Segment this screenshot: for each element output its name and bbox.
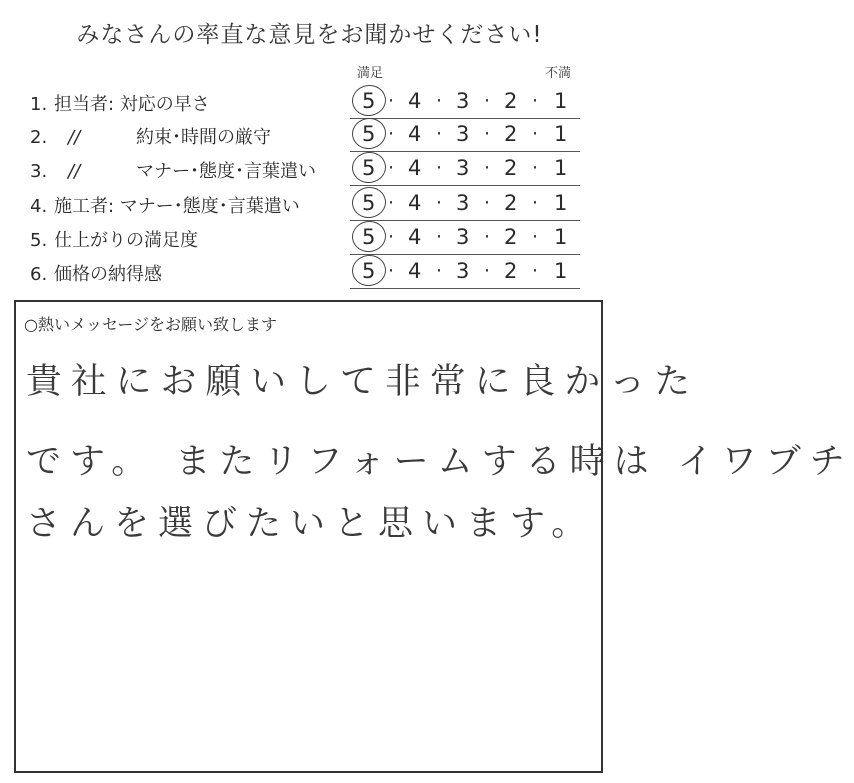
rating-option-2[interactable]: 2 — [504, 89, 518, 113]
question-row-5 — [0, 222, 619, 256]
rating-option-2[interactable]: 2 — [504, 156, 518, 180]
rating-separator: · — [436, 157, 443, 179]
rating-separator: · — [484, 260, 491, 282]
rating-separator: · — [532, 90, 539, 112]
rating-option-5[interactable]: 5 — [362, 156, 376, 180]
rating-option-1[interactable]: 1 — [554, 89, 568, 113]
rating-separator: · — [532, 226, 539, 248]
handwritten-line-3: さんを選びたいと思います。 — [26, 504, 596, 544]
rating-option-4[interactable]: 4 — [408, 156, 422, 180]
ditto-mark: // — [68, 127, 81, 148]
question-number: 2. — [30, 127, 48, 148]
rating-separator: · — [388, 157, 395, 179]
rating-separator: · — [532, 260, 539, 282]
rating-separator: · — [532, 123, 539, 145]
message-box[interactable] — [14, 300, 854, 773]
rating-option-4[interactable]: 4 — [408, 89, 422, 113]
rating-option-3[interactable]: 3 — [456, 122, 470, 146]
rating-separator: · — [436, 260, 443, 282]
question-number: 3. — [30, 161, 48, 182]
rating-option-2[interactable]: 2 — [504, 225, 518, 249]
question-row-1 — [0, 86, 619, 120]
rating-separator: · — [388, 90, 395, 112]
rating-separator: · — [532, 157, 539, 179]
rating-option-1[interactable]: 1 — [554, 191, 568, 215]
rating-separator: · — [436, 90, 443, 112]
survey-title: みなさんの率直な意見をお聞かせください! — [76, 22, 543, 48]
rating-separator: · — [436, 123, 443, 145]
rating-scale — [350, 222, 580, 255]
question-number: 6. — [30, 264, 48, 285]
rating-option-3[interactable]: 3 — [456, 156, 470, 180]
question-row-3 — [0, 153, 619, 187]
handwritten-line-2: です。 またリフォームする時は イワブチ — [26, 442, 854, 482]
rating-option-1[interactable]: 1 — [554, 225, 568, 249]
rating-separator: · — [484, 192, 491, 214]
question-label — [30, 90, 210, 116]
rating-scale — [350, 188, 580, 221]
question-label — [30, 192, 300, 218]
rating-option-2[interactable]: 2 — [504, 122, 518, 146]
question-row-6 — [0, 256, 619, 290]
question-text: 施工者: マナー･態度･言葉遣い — [54, 196, 300, 217]
rating-option-1[interactable]: 1 — [554, 122, 568, 146]
rating-scale — [350, 256, 580, 289]
rating-separator: · — [484, 123, 491, 145]
question-number: 5. — [30, 230, 48, 251]
rating-separator: · — [388, 226, 395, 248]
message-heading: ○熱いメッセージをお願い致します — [24, 315, 278, 334]
question-label — [30, 260, 162, 286]
rating-option-4[interactable]: 4 — [408, 122, 422, 146]
rating-separator: · — [436, 192, 443, 214]
rating-separator: · — [388, 260, 395, 282]
rating-option-3[interactable]: 3 — [456, 259, 470, 283]
rating-option-3[interactable]: 3 — [456, 89, 470, 113]
question-number: 4. — [30, 196, 48, 217]
rating-option-4[interactable]: 4 — [408, 191, 422, 215]
rating-option-2[interactable]: 2 — [504, 191, 518, 215]
question-text: 約束･時間の厳守 — [136, 127, 271, 148]
rating-option-5[interactable]: 5 — [362, 225, 376, 249]
rating-separator: · — [484, 226, 491, 248]
rating-separator: · — [436, 226, 443, 248]
rating-option-5[interactable]: 5 — [362, 191, 376, 215]
rating-separator: · — [484, 90, 491, 112]
rating-scale — [350, 119, 580, 152]
question-label — [30, 157, 316, 183]
rating-separator: · — [388, 192, 395, 214]
rating-separator: · — [388, 123, 395, 145]
handwritten-line-1: 貴社にお願いして非常に良かった — [26, 362, 700, 402]
rating-option-1[interactable]: 1 — [554, 156, 568, 180]
rating-scale — [350, 153, 580, 186]
question-text: 担当者: 対応の早さ — [54, 94, 210, 115]
rating-option-1[interactable]: 1 — [554, 259, 568, 283]
question-text: マナー･態度･言葉遣い — [136, 161, 316, 182]
ditto-mark: // — [68, 161, 81, 182]
rating-option-4[interactable]: 4 — [408, 225, 422, 249]
question-label — [30, 226, 198, 252]
rating-option-4[interactable]: 4 — [408, 259, 422, 283]
scale-label-satisfied: 満足 — [357, 66, 384, 81]
question-row-2 — [0, 119, 619, 153]
rating-option-3[interactable]: 3 — [456, 225, 470, 249]
rating-option-5[interactable]: 5 — [362, 259, 376, 283]
rating-scale — [350, 86, 580, 119]
rating-separator: · — [484, 157, 491, 179]
rating-option-3[interactable]: 3 — [456, 191, 470, 215]
rating-option-2[interactable]: 2 — [504, 259, 518, 283]
question-row-4 — [0, 188, 619, 222]
rating-option-5[interactable]: 5 — [362, 89, 376, 113]
question-text: 価格の納得感 — [54, 264, 162, 285]
rating-option-5[interactable]: 5 — [362, 122, 376, 146]
question-label — [30, 123, 271, 149]
rating-separator: · — [532, 192, 539, 214]
question-text: 仕上がりの満足度 — [54, 230, 198, 251]
scale-label-dissatisfied: 不満 — [545, 66, 572, 81]
question-number: 1. — [30, 94, 48, 115]
